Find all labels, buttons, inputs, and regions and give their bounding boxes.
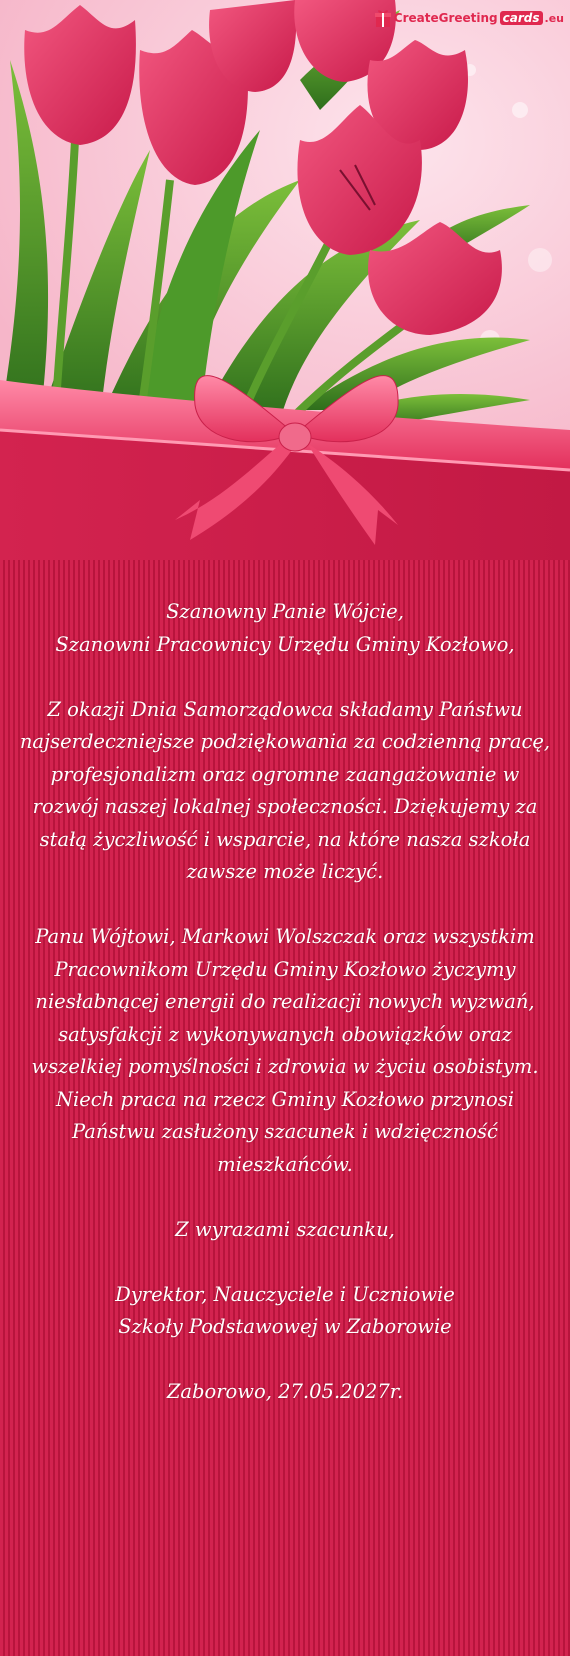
greeting-message [18,596,552,1409]
logo-tld-text: .eu [544,11,564,25]
logo-brand-text: CreateGreeting [393,11,498,25]
greeting-line-1: Szanowny Panie Wójcie, [166,600,404,623]
signature-line-1: Dyrektor, Nauczyciele i Uczniowie [115,1282,455,1306]
site-logo[interactable] [374,8,564,28]
greeting-line-2: Szanowni Pracownicy Urzędu Gminy Kozłowo, [55,632,515,656]
message-paragraph-2: Panu Wójtowi, Markowi Wolszczak oraz wszystkim Pracownikom Urzędu Gminy Kozłowo życzymy niesłabnącej energii do realizacji nowych wyzwań, satysfakcji z wykonywanych obowiązków oraz wszelkiej pomyślności i zdrowia w życiu osobistym. Niech praca na rzecz Gminy Kozłowo przynosi Państwu zasłużony szacunek i wdzięczność mieszkańców. [31,925,539,1176]
tulip-bouquet-illustration [0,0,570,560]
place-and-date: Zaborowo, 27.05.2027r. [166,1380,404,1403]
message-paragraph-1: Z okazji Dnia Samorządowca składamy Państwu najserdeczniejsze podziękowania za codzienną pracę, profesjonalizm oraz ogromne zaangażowanie w rozwój naszej lokalnej społeczności. Dziękujemy za stałą życzliwość i wsparcie, na które nasza szkoła zawsze może liczyć. [19,697,551,883]
logo-cards-text: cards [500,11,543,25]
gift-icon [374,8,392,28]
signature-line-2: Szkoły Podstawowej w Zaborowie [118,1315,452,1338]
closing-line: Z wyrazami szacunku, [175,1217,395,1241]
